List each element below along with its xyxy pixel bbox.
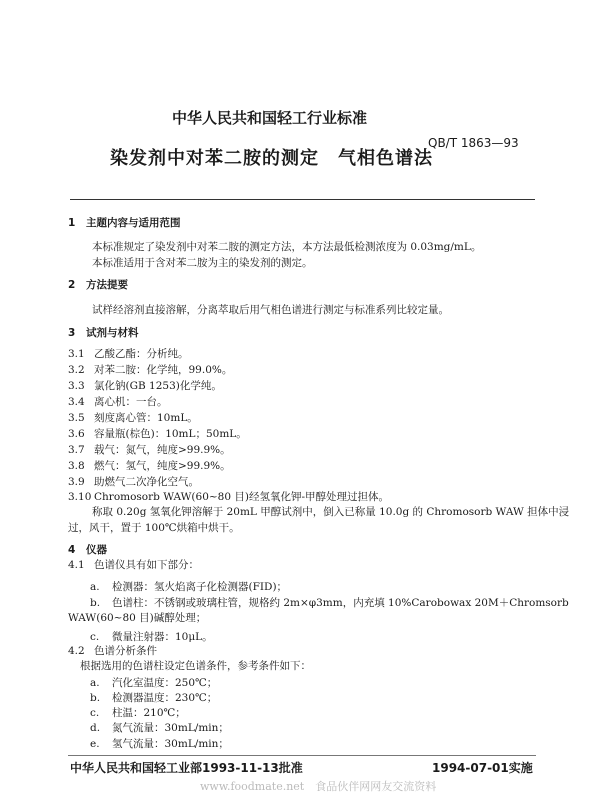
issuing-body-heading: 中华人民共和国轻工行业标准 — [172, 109, 368, 127]
paragraph: 试样经溶剂直接溶解，分离萃取后用气相色谱进行测定与标准系列比较定量。 — [92, 304, 449, 316]
list-item — [90, 721, 229, 735]
list-letter: b. — [90, 692, 101, 704]
list-text: 检测器温度：230℃； — [112, 692, 218, 704]
list-letter: c. — [90, 631, 100, 643]
list-text: 氢气流量：30mL/min； — [112, 738, 229, 750]
section-title: 主题内容与适用范围 — [86, 217, 181, 229]
list-text: 色谱柱：不锈钢或玻璃柱管，规格约 2m×φ3mm，内充填 10%Carobowax 20M＋Chromsorb — [112, 597, 569, 609]
clause-text: 容量瓶(棕色)：10mL；50mL。 — [94, 428, 247, 440]
section-1-heading — [68, 216, 181, 230]
clause-item — [68, 379, 222, 393]
clause-number: 3.10 — [68, 491, 92, 503]
clause-item — [68, 459, 231, 473]
paragraph: 本标准规定了染发剂中对苯二胺的测定方法，本方法最低检测浓度为 0.03mg/mL。 — [92, 241, 482, 253]
list-text: 汽化室温度：250℃； — [112, 677, 218, 689]
clause-number: 3.3 — [68, 380, 85, 392]
section-title: 仪器 — [86, 544, 107, 556]
watermark: www.foodmate.net 食品伙伴网网友交流资料 — [200, 780, 437, 793]
list-letter: a. — [90, 581, 100, 593]
clause-number: 3.8 — [68, 460, 85, 472]
list-item — [90, 580, 287, 594]
list-letter: d. — [90, 722, 101, 734]
clause-number: 3.5 — [68, 412, 85, 424]
clause-text: 助燃气二次净化空气。 — [94, 476, 199, 488]
clause-text: 离心机：一台。 — [94, 396, 168, 408]
footer-divider — [68, 755, 536, 756]
clause-text: 乙酸乙酯：分析纯。 — [94, 348, 189, 360]
list-item — [90, 706, 186, 720]
clause-number: 3.4 — [68, 396, 85, 408]
clause-item — [68, 443, 231, 457]
effective-date: 1994-07-01实施 — [432, 761, 533, 775]
clause-text: Chromosorb WAW(60~80 目)经氢氧化钾-甲醇处理过担体。 — [94, 491, 390, 503]
clause-number: 3.2 — [68, 364, 85, 376]
clause-number: 4.2 — [68, 645, 85, 657]
section-number: 4 — [68, 544, 76, 556]
approval-date: 中华人民共和国轻工业部1993-11-13批准 — [70, 761, 303, 775]
clause-text: 氯化钠(GB 1253)化学纯。 — [94, 380, 222, 392]
list-text: 检测器：氢火焰离子化检测器(FID)； — [112, 581, 288, 593]
paragraph: 称取 0.20g 氢氧化钾溶解于 20mL 甲醇试剂中，倒入已称量 10.0g 的 Chromosorb WAW 担体中浸 — [92, 506, 570, 518]
paragraph: 本标准适用于含对苯二胺为主的染发剂的测定。 — [92, 257, 313, 269]
list-text: 氮气流量：30mL/min； — [112, 722, 229, 734]
list-letter: c. — [90, 707, 100, 719]
clause-number: 3.1 — [68, 348, 85, 360]
clause-item — [68, 411, 198, 425]
list-letter: e. — [90, 738, 100, 750]
clause-number: 4.1 — [68, 559, 85, 571]
list-item — [90, 691, 217, 705]
list-text: 微量注射器：10μL。 — [112, 631, 213, 643]
list-item — [90, 676, 217, 690]
list-item — [90, 596, 569, 610]
list-text: 柱温：210℃； — [112, 707, 186, 719]
section-2-heading — [68, 278, 128, 292]
clause-4-2 — [68, 644, 157, 658]
paragraph: 过，风干，置于 100℃烘箱中烘干。 — [68, 522, 240, 534]
section-number: 1 — [68, 217, 76, 229]
clause-text: 刻度离心管：10mL。 — [94, 412, 198, 424]
clause-text: 对苯二胺：化学纯，99.0%。 — [94, 364, 233, 376]
section-4-heading — [68, 543, 107, 557]
clause-text: 色谱分析条件 — [94, 645, 157, 657]
section-number: 3 — [68, 327, 76, 339]
clause-text: 色谱仪具有如下部分： — [94, 559, 199, 571]
clause-item — [68, 427, 247, 441]
clause-item — [68, 363, 232, 377]
clause-number: 3.6 — [68, 428, 85, 440]
clause-item — [68, 490, 389, 504]
list-item — [90, 630, 213, 644]
paragraph: 根据选用的色谱柱设定色谱条件，参考条件如下： — [80, 660, 311, 672]
list-item — [90, 737, 229, 751]
clause-4-1 — [68, 558, 199, 572]
standard-code: QB/T 1863—93 — [428, 136, 519, 150]
clause-text: 燃气：氢气，纯度>99.9%。 — [94, 460, 231, 472]
clause-text: 载气：氮气，纯度>99.9%。 — [94, 444, 231, 456]
header-divider — [70, 199, 535, 200]
section-number: 2 — [68, 279, 76, 291]
list-letter: b. — [90, 597, 101, 609]
clause-number: 3.7 — [68, 444, 85, 456]
document-title: 染发剂中对苯二胺的测定 气相色谱法 — [110, 148, 433, 169]
list-item-continuation: WAW(60~80 目)碱醇处理； — [68, 612, 207, 624]
clause-item — [68, 475, 199, 489]
clause-item — [68, 347, 189, 361]
clause-item — [68, 395, 168, 409]
clause-number: 3.9 — [68, 476, 85, 488]
list-letter: a. — [90, 677, 100, 689]
section-3-heading — [68, 326, 139, 340]
section-title: 试剂与材料 — [86, 327, 139, 339]
section-title: 方法提要 — [86, 279, 128, 291]
